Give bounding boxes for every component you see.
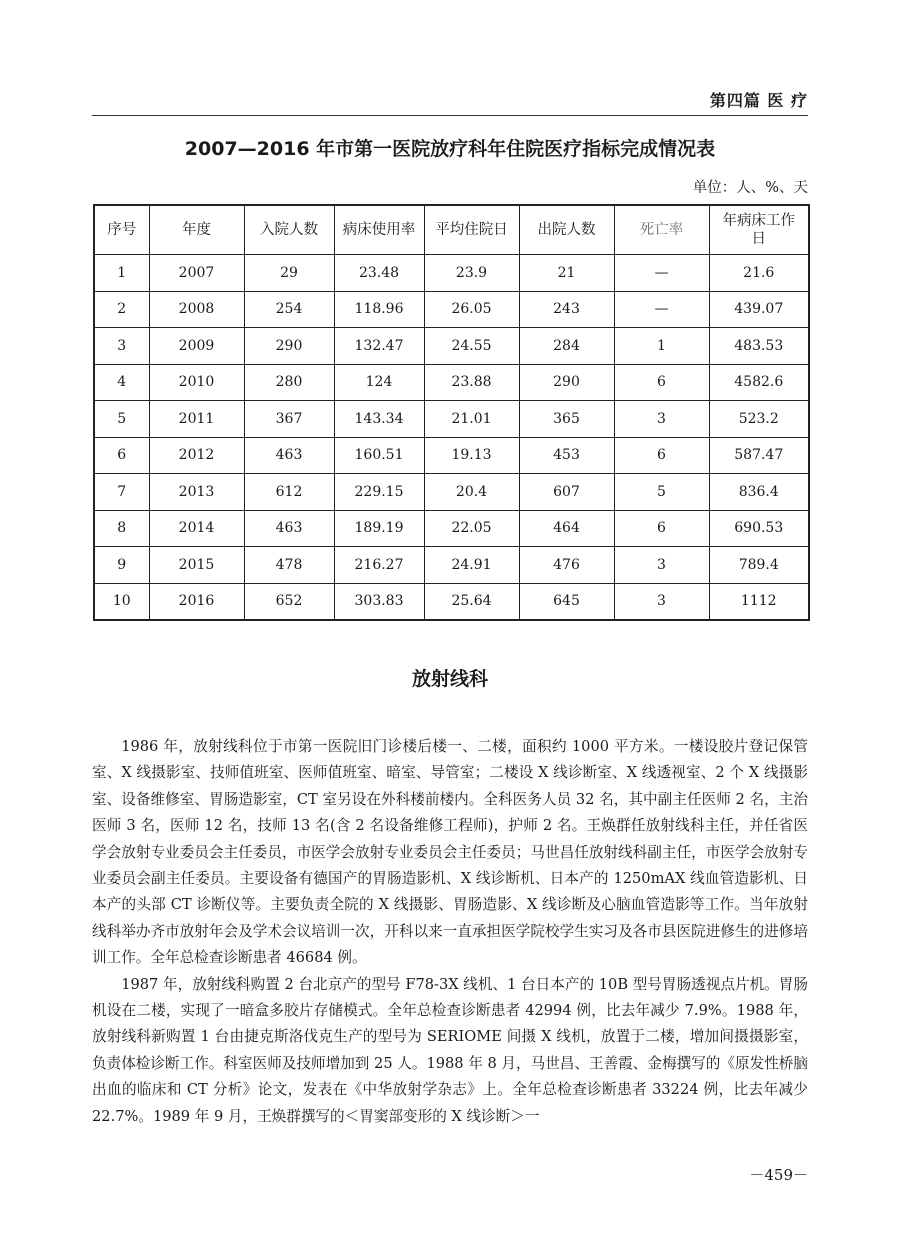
header-rule: [92, 115, 808, 116]
table-cell: 290: [244, 328, 334, 365]
table-cell: 160.51: [334, 437, 424, 474]
table-cell: 6: [614, 510, 709, 547]
table-cell: 20.4: [424, 474, 519, 511]
table-cell: 8: [94, 510, 149, 547]
table-cell: 254: [244, 291, 334, 328]
table-cell: 645: [519, 583, 614, 620]
table-cell: 132.47: [334, 328, 424, 365]
table-cell: 6: [614, 437, 709, 474]
table-cell: 3: [614, 547, 709, 584]
table-row: [94, 328, 809, 365]
table-cell: 367: [244, 401, 334, 438]
table-cell: 464: [519, 510, 614, 547]
table-cell: 1: [614, 328, 709, 365]
table-cell: 7: [94, 474, 149, 511]
table-cell: 118.96: [334, 291, 424, 328]
table-cell: 6: [614, 364, 709, 401]
table-cell: 2007: [149, 255, 244, 292]
table-row: [94, 583, 809, 620]
table-cell: 1: [94, 255, 149, 292]
table-cell: 280: [244, 364, 334, 401]
table-cell: 24.91: [424, 547, 519, 584]
table-cell: 607: [519, 474, 614, 511]
table-cell: 2011: [149, 401, 244, 438]
table-cell: 836.4: [709, 474, 809, 511]
column-header-year: 年度: [149, 205, 244, 255]
table-row: [94, 510, 809, 547]
table-cell: 463: [244, 437, 334, 474]
column-header-bed-workdays: 年病床工作日: [709, 205, 809, 255]
column-header-mortality: 死亡率: [614, 205, 709, 255]
table-body: [94, 255, 809, 621]
table-row: [94, 547, 809, 584]
table-cell: 29: [244, 255, 334, 292]
table-cell: 690.53: [709, 510, 809, 547]
table-cell: 9: [94, 547, 149, 584]
table-cell: 24.55: [424, 328, 519, 365]
table-cell: 26.05: [424, 291, 519, 328]
table-cell: 483.53: [709, 328, 809, 365]
column-header-bed-usage: 病床使用率: [334, 205, 424, 255]
table-cell: 587.47: [709, 437, 809, 474]
table-row: [94, 437, 809, 474]
table-cell: 3: [614, 401, 709, 438]
table-title: 2007—2016 年市第一医院放疗科年住院医疗指标完成情况表: [184, 138, 716, 160]
table-cell: 229.15: [334, 474, 424, 511]
table-row: [94, 364, 809, 401]
table-cell: 2015: [149, 547, 244, 584]
table-unit: 单位：人、%、天: [692, 180, 808, 196]
table-cell: 124: [334, 364, 424, 401]
table-cell: 365: [519, 401, 614, 438]
statistics-table: [93, 204, 810, 621]
table-cell: 284: [519, 328, 614, 365]
table-cell: 23.9: [424, 255, 519, 292]
table-cell: —: [614, 255, 709, 292]
table-cell: 4582.6: [709, 364, 809, 401]
table-cell: 6: [94, 437, 149, 474]
table-cell: 2009: [149, 328, 244, 365]
table-cell: 143.34: [334, 401, 424, 438]
body-text: [92, 734, 808, 1130]
column-header-admissions: 入院人数: [244, 205, 334, 255]
table-cell: 789.4: [709, 547, 809, 584]
table-cell: 2013: [149, 474, 244, 511]
table-cell: 21: [519, 255, 614, 292]
table-cell: 216.27: [334, 547, 424, 584]
table-cell: 23.48: [334, 255, 424, 292]
table-cell: 23.88: [424, 364, 519, 401]
table-cell: 3: [614, 583, 709, 620]
table-cell: 3: [94, 328, 149, 365]
table-cell: 523.2: [709, 401, 809, 438]
table-cell: 612: [244, 474, 334, 511]
table-cell: 25.64: [424, 583, 519, 620]
table-cell: 453: [519, 437, 614, 474]
column-header-avg-stay: 平均住院日: [424, 205, 519, 255]
table-cell: 476: [519, 547, 614, 584]
table-cell: 478: [244, 547, 334, 584]
page-number: －459－: [749, 1166, 808, 1184]
table-cell: 21.01: [424, 401, 519, 438]
table-cell: 10: [94, 583, 149, 620]
paragraph-1986: 1986 年，放射线科位于市第一医院旧门诊楼后楼一、二楼，面积约 1000 平方米。一楼设胶片登记保管室、X 线摄影室、技师值班室、医师值班室、暗室、导管室；二楼设 X 线诊断室、X 线透视室、2 个 X 线摄影室、设备维修室、胃肠造影室，CT 室另设在外科楼前楼内。全科医务人员 32 名，其中副主任医师 2 名，主治医师 3 名，医师 12 名，技师 13 名(含 2 名设备维修工程师)，护师 2 名。王焕群任放射线科主任，并任省医学会放射专业委员会主任委员，市医学会放射专业委员会主任委员；马世昌任放射线科副主任，市医学会放射专业委员会副主任委员。主要设备有德国产的胃肠造影机、X 线诊断机、日本产的 1250mAX 线血管造影机、日本产的头部 CT 诊断仪等。主要负责全院的 X 线摄影、胃肠造影、X 线诊断及心脑血管造影等工作。当年放射线科举办齐市放射年会及学术会议培训一次，开科以来一直承担医学院校学生实习及各市县医院进修生的进修培训工作。全年总检查诊断患者 46684 例。: [92, 738, 808, 967]
column-header-discharges: 出院人数: [519, 205, 614, 255]
table-cell: 2010: [149, 364, 244, 401]
table-row: [94, 255, 809, 292]
table-cell: 243: [519, 291, 614, 328]
table-cell: 290: [519, 364, 614, 401]
table-row: [94, 291, 809, 328]
column-header-index: 序号: [94, 205, 149, 255]
section-title: 放射线科: [411, 668, 488, 690]
table-cell: 5: [94, 401, 149, 438]
table-row: [94, 474, 809, 511]
table-cell: 21.6: [709, 255, 809, 292]
table-cell: 652: [244, 583, 334, 620]
table-cell: 463: [244, 510, 334, 547]
table-cell: 2012: [149, 437, 244, 474]
table-cell: 1112: [709, 583, 809, 620]
table-cell: 2014: [149, 510, 244, 547]
table-cell: 2016: [149, 583, 244, 620]
table-cell: 19.13: [424, 437, 519, 474]
running-head: 第四篇 医 疗: [709, 91, 808, 110]
table-cell: 5: [614, 474, 709, 511]
table-cell: 22.05: [424, 510, 519, 547]
table-cell: 2008: [149, 291, 244, 328]
table-cell: 189.19: [334, 510, 424, 547]
table-cell: —: [614, 291, 709, 328]
table-cell: 303.83: [334, 583, 424, 620]
table-header-row: [94, 205, 809, 255]
table-row: [94, 401, 809, 438]
table-cell: 439.07: [709, 291, 809, 328]
paragraph-1987: 1987 年，放射线科购置 2 台北京产的型号 F78-3X 线机、1 台日本产的 10B 型号胃肠透视点片机。胃肠机设在二楼，实现了一暗盒多胶片存储模式。全年总检查诊断患者 42994 例，比去年减少 7.9%。1988 年，放射线科新购置 1 台由捷克斯洛伐克生产的型号为 SERIOME 间摄 X 线机，放置于二楼，增加间摄摄影室，负责体检诊断工作。科室医师及技师增加到 25 人。1988 年 8 月，马世昌、王善霞、金梅撰写的《原发性桥脑出血的临床和 CT 分析》论文，发表在《中华放射学杂志》上。全年总检查诊断患者 33224 例，比去年减少 22.7%。1989 年 9 月，王焕群撰写的＜胃窦部变形的 X 线诊断＞一: [92, 975, 808, 1125]
table-cell: 2: [94, 291, 149, 328]
table-cell: 4: [94, 364, 149, 401]
